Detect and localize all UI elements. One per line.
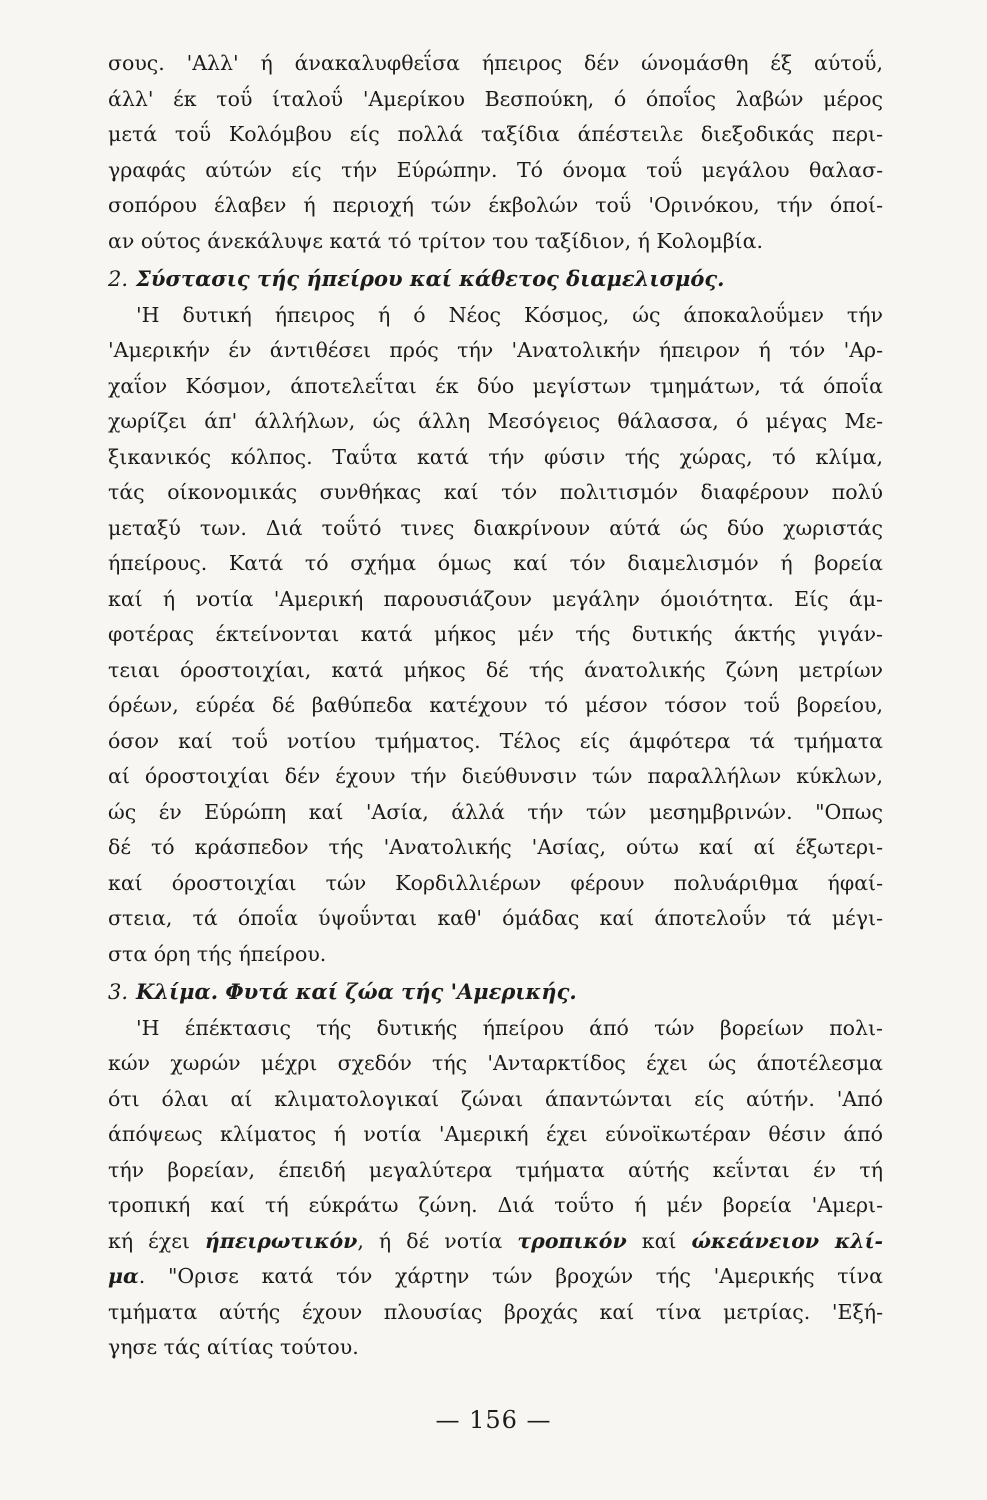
- text-line: σους. 'Αλλ' ή άνακαλυφθεΐσα ήπειρος δέν ώνομάσθη έξ αύτοΰ,: [108, 51, 883, 75]
- text-line: γραφάς αύτών είς τήν Εύρώπην. Τό όνομα τοΰ μεγάλου θαλασ-: [108, 157, 883, 182]
- text-line: στεια, τά όποΐα ύψοΰνται καθ' όμάδας καί άποτελοΰν τά μέγι-: [108, 906, 883, 930]
- text-line: [108, 1259, 883, 1295]
- text-line: 'Αμερικήν έν άντιθέσει πρός τήν 'Ανατολικήν ήπειρον ή τόν 'Αρ-: [108, 338, 883, 362]
- text-line: σοπόρου έλαβεν ή περιοχή τών έκβολών τοΰ 'Ορινόκου, τήν όποί-: [108, 193, 883, 217]
- text-line: ώς έν Εύρώπη καί 'Ασία, άλλά τήν τών μεσημβρινών. "Οπως: [108, 799, 883, 824]
- section-number: 3.: [108, 980, 129, 1004]
- text-line: αί όροστοιχίαι δέν έχουν τήν διεύθυνσιν τών παραλλήλων κύκλων,: [108, 764, 883, 788]
- text-line: άλλ' έκ τοΰ ίταλοΰ 'Αμερίκου Βεσπούκη, ό όποΐος λαβών μέρος: [108, 86, 883, 111]
- text-run: . "Ορισε κατά τόν χάρτην τών βροχών τής 'Αμερικής τίνα: [138, 1264, 883, 1288]
- text-line: γησε τάς αίτίας τούτου.: [108, 1335, 359, 1359]
- paragraph-1: [108, 46, 883, 259]
- text-line: κών χωρών μέχρι σχεδόν τής 'Ανταρκτίδος έχει ώς άποτέλεσμα: [108, 1051, 883, 1075]
- text-line: τμήματα αύτής έχουν πλουσίας βροχάς καί τίνα μετρίας. 'Εξή-: [108, 1299, 883, 1324]
- text-line: άπόψεως κλίματος ή νοτία 'Αμερική έχει εύνοϊκωτέραν θέσιν άπό: [108, 1122, 883, 1146]
- text-line: όσον καί τοΰ νοτίου τμήματος. Τέλος είς άμφότερα τά τμήματα: [108, 728, 883, 753]
- section-heading-2: [108, 261, 883, 298]
- paragraph-3: [108, 1011, 883, 1366]
- text-line: 'Η έπέκτασις τής δυτικής ήπείρου άπό τών βορείων πολι-: [136, 1015, 883, 1040]
- text-line: στα όρη τής ήπείρου.: [108, 941, 327, 966]
- section-title: Σύστασις τής ήπείρου καί κάθετος διαμελισμός.: [136, 266, 725, 291]
- text-line: δέ τό κράσπεδον τής 'Ανατολικής 'Ασίας, ούτω καί αί έξωτερι-: [108, 835, 883, 859]
- section-number: 2.: [108, 267, 129, 291]
- text-line: ότι όλαι αί κλιματολογικαί ζώναι άπαντώνται είς αύτήν. 'Από: [108, 1086, 883, 1111]
- text-line: τειαι όροστοιχίαι, κατά μήκος δέ τής άνατολικής ζώνη μετρίων: [108, 657, 883, 682]
- text-line: χωρίζει άπ' άλλήλων, ώς άλλη Μεσόγειος θάλασσα, ό μέγας Με-: [108, 409, 883, 433]
- text-line: φοτέρας έκτείνονται κατά μήκος μέν τής δυτικής άκτής γιγάν-: [108, 622, 883, 646]
- emphasis-term: μα: [108, 1264, 139, 1288]
- text-run: καί: [626, 1228, 692, 1253]
- text-line: όρέων, εύρέα δέ βαθύπεδα κατέχουν τό μέσον τόσον τοΰ βορείου,: [108, 693, 883, 717]
- emphasis-term: ήπειρωτικόν: [204, 1228, 358, 1253]
- text-line: μετά τοΰ Κολόμβου είς πολλά ταξίδια άπέστειλε διεξοδικάς περι-: [108, 122, 883, 146]
- paragraph-2: [108, 298, 883, 973]
- text-line: ήπείρους. Κατά τό σχήμα όμως καί τόν διαμελισμόν ή βορεία: [108, 551, 883, 575]
- text-line: [108, 1224, 883, 1260]
- emphasis-term: ώκεάνειον κλί-: [691, 1228, 883, 1253]
- text-run: , ή δέ νοτία: [357, 1228, 518, 1253]
- text-line: τήν βορείαν, έπειδή μεγαλύτερα τμήματα αύτής κεΐνται έν τή: [108, 1157, 883, 1182]
- text-line: καί όροστοιχίαι τών Κορδιλλιέρων φέρουν πολυάριθμα ήφαί-: [108, 870, 883, 895]
- text-line: τροπική καί τή εύκράτω ζώνη. Διά τοΰτο ή μέν βορεία 'Αμερι-: [108, 1193, 883, 1217]
- page-body: [108, 46, 883, 1366]
- text-line: ξικανικός κόλπος. Ταΰτα κατά τήν φύσιν τής χώρας, τό κλίμα,: [108, 444, 883, 469]
- emphasis-term: τροπικόν: [517, 1228, 627, 1253]
- text-run: κή έχει: [108, 1228, 205, 1253]
- page-number: — 156 —: [435, 1406, 552, 1434]
- text-line: χαΐον Κόσμον, άποτελεΐται έκ δύο μεγίστων τμημάτων, τά όποΐα: [108, 373, 883, 398]
- text-line: μεταξύ των. Διά τοΰτό τινες διακρίνουν αύτά ώς δύο χωριστάς: [108, 515, 883, 540]
- text-line: αν ούτος άνεκάλυψε κατά τό τρίτον του ταξίδιον, ή Κολομβία.: [108, 228, 763, 253]
- text-line: 'Η δυτική ήπειρος ή ό Νέος Κόσμος, ώς άποκαλοΰμεν τήν: [136, 302, 883, 327]
- section-heading-3: [108, 974, 883, 1011]
- section-title: Κλίμα. Φυτά καί ζώα τής 'Αμερικής.: [136, 979, 577, 1004]
- text-line: καί ή νοτία 'Αμερική παρουσιάζουν μεγάλην όμοιότητα. Είς άμ-: [108, 586, 883, 611]
- text-line: τάς οίκονομικάς συνθήκας καί τόν πολιτισμόν διαφέρουν πολύ: [108, 480, 883, 504]
